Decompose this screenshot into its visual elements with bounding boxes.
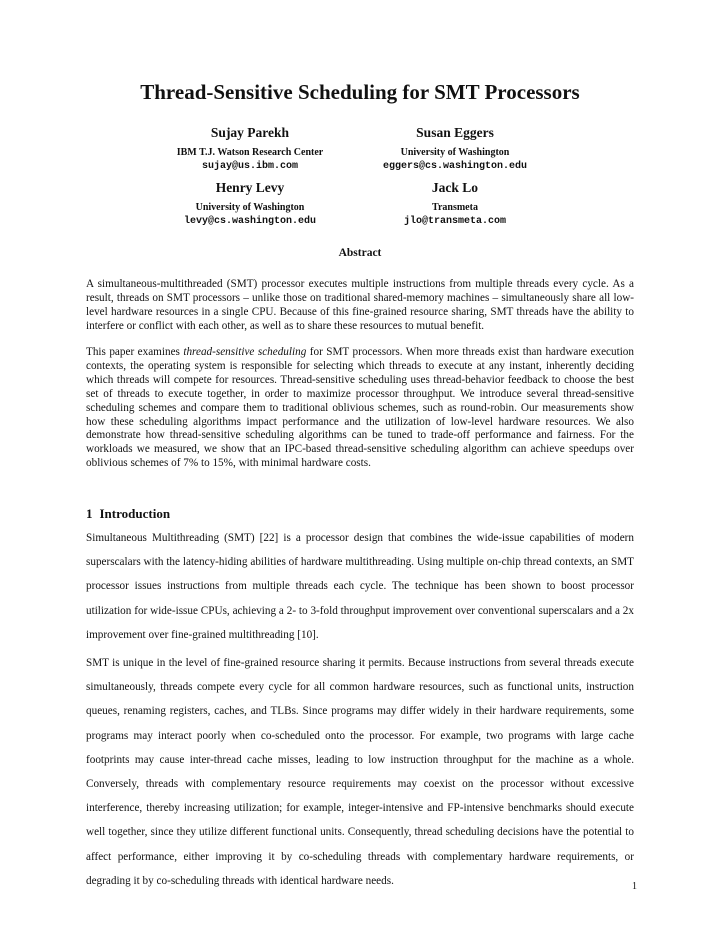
section-heading [86,506,177,522]
author-affiliation: University of Washington [195,202,305,213]
body-paragraph: SMT is unique in the level of fine-grained resource sharing it permits. Because instructions from several threads execute simultaneously, threads compete every cycle for all common hardware resources, such as functional units, instruction queues, renaming registers, caches, and TLBs. Since programs may differ widely in their hardware requirements, some programs may interact poorly when co-scheduled onto the processor. For example, two programs with large cache footprints may cause inter-thread cache misses, leading to low instruction throughput for the machine as a whole. Conversely, threads with complementary resource requirements may coexist on the processor without excessive interference, thereby increasing utilization; for example, integer-intensive and FP-intensive benchmarks should execute well together, since they utilize different functional units. Consequently, thread scheduling decisions have the potential to affect performance, either improving it by co-scheduling threads with complementary hardware requirements, or degrading it by co-scheduling threads with identical hardware needs. [86,657,634,887]
author-affiliation: IBM T.J. Watson Research Center [176,147,324,158]
author-email: sujay@us.ibm.com [201,161,298,172]
section-title: Introduction [99,506,171,521]
paper-title: Thread-Sensitive Scheduling for SMT Processors [140,80,580,104]
body-paragraph: Simultaneous Multithreading (SMT) [22] is a processor design that combines the wide-issue capabilities of modern superscalars with the latency-hiding abilities of hardware multithreading. Using multiple on-chip thread contexts, an SMT processor issues instructions from multiple threads each cycle. The technique has been shown to boost processor utilization for wide-issue CPUs, achieving a 2- to 3-fold throughput improvement over conventional superscalars and a 2x improvement over fine-grained multithreading [10]. [86,532,634,641]
abstract-paragraph: A simultaneous-multithreaded (SMT) processor executes multiple instructions from multiple threads every cycle. As a result, threads on SMT processors – unlike those on traditional shared-memory machines – simultaneously share all low-level hardware resources in a single CPU. Because of this fine-grained resource sharing, SMT threads have the ability to interfere or conflict with each other, as well as to share these resources to mutual benefit. [86,278,634,332]
author-name: Susan Eggers [416,125,494,140]
author-email: jlo@transmeta.com [403,216,507,227]
section-number: 1 [86,506,93,521]
abstract-text: This paper examines [86,346,184,358]
author-name: Jack Lo [431,180,479,195]
author-name: Henry Levy [215,180,285,195]
abstract-paragraph [86,346,634,471]
author-affiliation: University of Washington [400,147,510,158]
abstract-text: for SMT processors. When more threads exist than hardware execution contexts, the operating system is responsible for selecting which threads to execute at any instant, inherently deciding which threads will compete for resources. Thread-sensitive scheduling uses thread-behavior feedback to choose the best set of threads to execute together, in order to maximize processor throughput. We introduce several thread-sensitive scheduling schemes and compare them to traditional oblivious schemes, such as round-robin. Our measurements show how these scheduling algorithms impact performance and the utilization of low-level hardware resources. We also demonstrate how thread-sensitive scheduling algorithms can be tuned to trade-off performance and fairness. For the workloads we measured, we show that an IPC-based thread-sensitive scheduling algorithm can achieve speedups over oblivious schemes of 7% to 15%, with minimal hardware costs. [86,346,634,470]
author-name: Sujay Parekh [210,125,290,140]
author-block [325,124,585,174]
author-email: levy@cs.washington.edu [183,216,317,227]
abstract-emphasis: thread-sensitive scheduling [183,346,307,358]
author-affiliation: Transmeta [432,202,478,213]
author-block [325,179,585,229]
page-number: 1 [632,881,637,892]
abstract-heading: Abstract [338,247,382,259]
author-email: eggers@cs.washington.edu [382,161,528,172]
